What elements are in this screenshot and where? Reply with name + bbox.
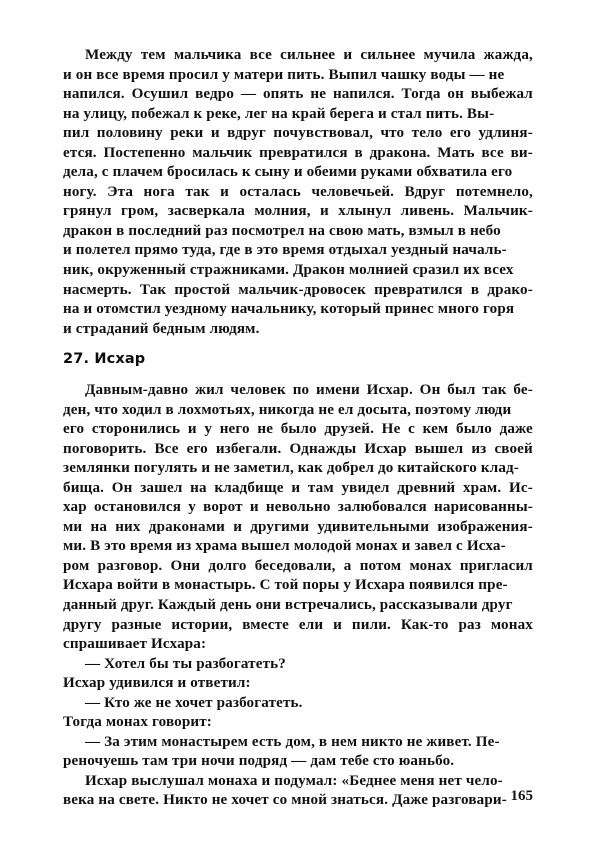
text-line: и страданий бедным людям. (63, 320, 260, 337)
text-line: и он все время просил у матери пить. Выпил чашку воды — не (63, 66, 505, 83)
text-line: Исхара войти в монастырь. С той поры у Исхара появился пре- (63, 577, 508, 594)
text-line: Тогда монах говорит: (63, 714, 212, 731)
text-line: ром разговор. Они долго беседовали, а потом монах пригласил (63, 557, 533, 574)
text-line: — Кто же не хочет разбогатеть. (85, 694, 303, 711)
text-line: дела, с плачем бросилась к сыну и обеими руками обхватила его (63, 164, 513, 181)
dialogue-ishar-reply (63, 694, 533, 714)
text-line: Исхар выслушал монаха и подумал: «Беднее меня нет чело- (85, 772, 503, 789)
text-line: напился. Осушил ведро — опять не напился. Тогда он выбежал (63, 86, 533, 103)
text-line: — За этим монастырем есть дом, в нем никто не живет. Пе- (85, 733, 500, 750)
text-line: ник, окруженный стражниками. Дракон молнией сразил их всех (63, 262, 514, 279)
text-line: данный друг. Каждый день они встречались, рассказывали друг (63, 597, 513, 614)
text-line: поговорить. Все его избегали. Однажды Исхар вышел из своей (63, 440, 533, 457)
text-line: насмерть. Так простой мальчик-дровосек превратился в драко- (63, 281, 533, 298)
narration-ishar-surprised (63, 674, 533, 694)
text-line: века на свете. Никто не хочет со мной знаться. Даже разговари- (63, 792, 507, 809)
text-line: дракон в последний раз посмотрел на свою мать, взмыл в небо (63, 222, 501, 239)
text-line: и полетел прямо туда, где в это время отдыхал уездный началь- (63, 242, 507, 259)
paragraph-boy-dragon (63, 46, 533, 339)
body-text-bottom (63, 381, 533, 811)
text-line: его сторонились и у него не было друзей. Не с кем было даже (63, 421, 533, 438)
text-line: пил половину реки и вдруг почувствовал, что тело его удлиня- (63, 125, 533, 142)
text-line: Давным-давно жил человек по имени Исхар. Он был так бе- (85, 382, 533, 398)
text-line: на и отомстил уездному начальнику, который принес много горя (63, 301, 515, 318)
text-line: бища. Он зашел на кладбище и там увидел древний храм. Ис- (63, 479, 533, 496)
text-line: ногу. Эта нога так и осталась человечьей. Вдруг потемнело, (63, 183, 533, 200)
section-heading: 27. Исхар (63, 351, 146, 367)
body-text-top (63, 46, 533, 339)
text-line: другу разные истории, вместе ели и пили. Как-то раз монах (63, 616, 533, 633)
text-line: спрашивает Исхара: (63, 636, 207, 653)
text-line: Исхар удивился и ответил: (63, 675, 251, 692)
narration-monk-says (63, 713, 533, 733)
text-line: ден, что ходил в лохмотьях, никогда не ел досыта, поэтому люди (63, 401, 512, 418)
dialogue-monk-offer (63, 733, 533, 772)
text-line: ми на них драконами и другими удивительными изображения- (63, 518, 533, 535)
text-line: — Хотел бы ты разбогатеть? (85, 655, 286, 672)
page-number: 165 (510, 788, 533, 804)
text-line: землянки погулять и не заметил, как добрел до китайского клад- (63, 460, 519, 477)
text-line: на улицу, побежал к реке, лег на край берега и стал пить. Вы- (63, 105, 495, 122)
text-line: грянул гром, засверкала молния, и хлынул ливень. Мальчик- (63, 203, 533, 220)
paragraph-ishar-intro (63, 381, 533, 655)
dialogue-monk-question (63, 655, 533, 675)
text-line: Между тем мальчика все сильнее и сильнее мучила жажда, (85, 47, 533, 63)
text-line: реночуешь там три ночи подряд — дам тебе сто юаньбо. (63, 753, 455, 770)
text-line: ется. Постепенно мальчик превратился в дракона. Мать все ви- (63, 144, 533, 161)
text-line: ми. В это время из храма вышел молодой монах и завел с Исха- (63, 538, 506, 555)
text-line: хар остановился у ворот и невольно залюбовался нарисованны- (63, 499, 533, 516)
